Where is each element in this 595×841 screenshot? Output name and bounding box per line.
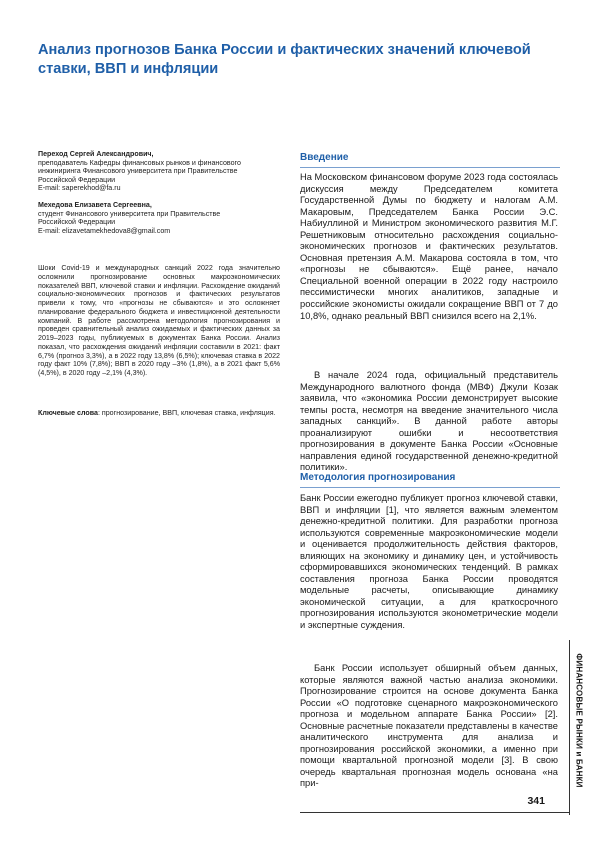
author-2 [38,201,280,235]
page-number: 341 [527,795,545,807]
keywords-label: Ключевые слова [38,409,98,417]
intro-paragraph-2: В начале 2024 года, официальный представитель Международного валютного фонда (МВФ) Джули Козак заявила, что «экономика России демонстрирует высокие темпы роста, несмотря на введение значительного числа западных санкций». В данной работе авторы проанализируют ошибки и несоответствия прогнозирования в документе Банка России «Основные направления единой государственной денежно-кредитной политики». [300,370,558,473]
keywords-text: : прогнозирование, ВВП, ключевая ставка, инфляция. [97,409,276,417]
section-title-intro: Введение [300,152,349,163]
section-rule [300,487,560,488]
intro-paragraph-1: На Московском финансовом форуме 2023 года состоялась дискуссия между Председателем комитета Государственной Думы по бюджету и налогам А.М. Макаровым, Председателем Банка России Э.С. Набиуллиной и Министром экономического развития М.Г. Решетниковым относительно расхождения социально-экономических прогнозов и фактических результатов. Основная претензия А.М. Макарова состояла в том, что «прогнозы не сбываются». Ещё ранее, начало Специальной военной операции в 2022 году настроило пессимистически многих аналитиков, западные и российские экономисты ожидали сокращение ВВП от 7 до 10,8%, однако реальный ВВП снизился всего на 2,1%. [300,172,558,321]
section-rule [300,167,560,168]
author-name: Мехедова Елизавета Сергеевна, [38,200,152,209]
footer-rule [300,812,570,813]
author-email: E-mail: saperekhod@fa.ru [38,184,121,193]
author-affiliation-line: Российской Федерации [38,218,116,227]
journal-section-tab [572,640,586,800]
journal-section-label: ФИНАНСОВЫЕ РЫНКИ и БАНКИ [574,652,584,788]
abstract: Шоки Covid-19 и международных санкций 2022 года значительно осложнили прогнозирование основных макроэкономических показателей ВВП, ключевой ставки и инфляции. Расхождение ожиданий социально-экономических прогнозов и фактических результатов привели к тому, что «прогнозы не сбываются» и это осложняет планирование федерального бюджета и инвестиционной деятельности компаний. В работе рассмотрена методология прогнозирования и проведен сравнительный анализ ожидаемых и фактических данных за 2019–2023 годы, публикуемых в документах Банка России. Анализ показал, что расхождения ожиданий инфляции составили в 2021: факт 6,7% (прогноз 3,3%), а в 2022 году 13,8% (6,5%); ключевая ставка в 2022 году факт 10% (7,8%); ВВП в 2020 году –3% (1,8%), а в 2021 факт 5,6% (4,5%), в 2020 году –2,1% (4,3%). [38,264,280,377]
author-affiliation-line: инжиниринга Финансового университета при Правительстве [38,167,238,176]
authors-block [38,150,280,243]
article-title: Анализ прогнозов Банка России и фактических значений ключевой ставки, ВВП и инфляции [38,42,531,77]
author-email: E-mail: elizavetamekhedova8@gmail.com [38,226,171,235]
author-affiliation-line: студент Финансового университета при Правительстве [38,209,221,218]
keywords [38,409,280,418]
method-paragraph-2: Банк России использует обширный объем данных, которые являются важной частью анализа экономики. Прогнозирование строится на основе документа Банка России «О подготовке сценарного макроэкономического прогноза и модельном аппарате Банка России» [2]. Основные расчетные показатели представлены в качестве аналитического инструмента для анализа и прогнозирования российской экономики, а именно при помощи квартальной прогнозной модели [3]. В свою очередь квартальная прогнозная модель основана «на при- [300,663,558,789]
author-name: Переход Сергей Александрович, [38,150,154,158]
author-affiliation-line: Российской Федерации [38,175,116,184]
author-1 [38,150,280,193]
side-divider [569,640,570,815]
author-affiliation-line: преподаватель Кафедры финансовых рынков и финансового [38,158,241,167]
method-paragraph-1: Банк России ежегодно публикует прогноз ключевой ставки, ВВП и инфляции [1], что является важным элементом денежно-кредитной политики. Для разработки прогноза используются современные макроэкономические модели и оценивается продолжительность действия факторов, влияющих на экономику и динамику цен, и устойчивость сформировавшихся экономических тенденций. В рамках составления прогноза Банка России проводятся модельные расчеты, описывающие динамику экономической ситуации, а для краткосрочного прогнозирования используются эконометрические модели и экспертные суждения. [300,493,558,631]
section-title-method: Методология прогнозирования [300,472,456,483]
